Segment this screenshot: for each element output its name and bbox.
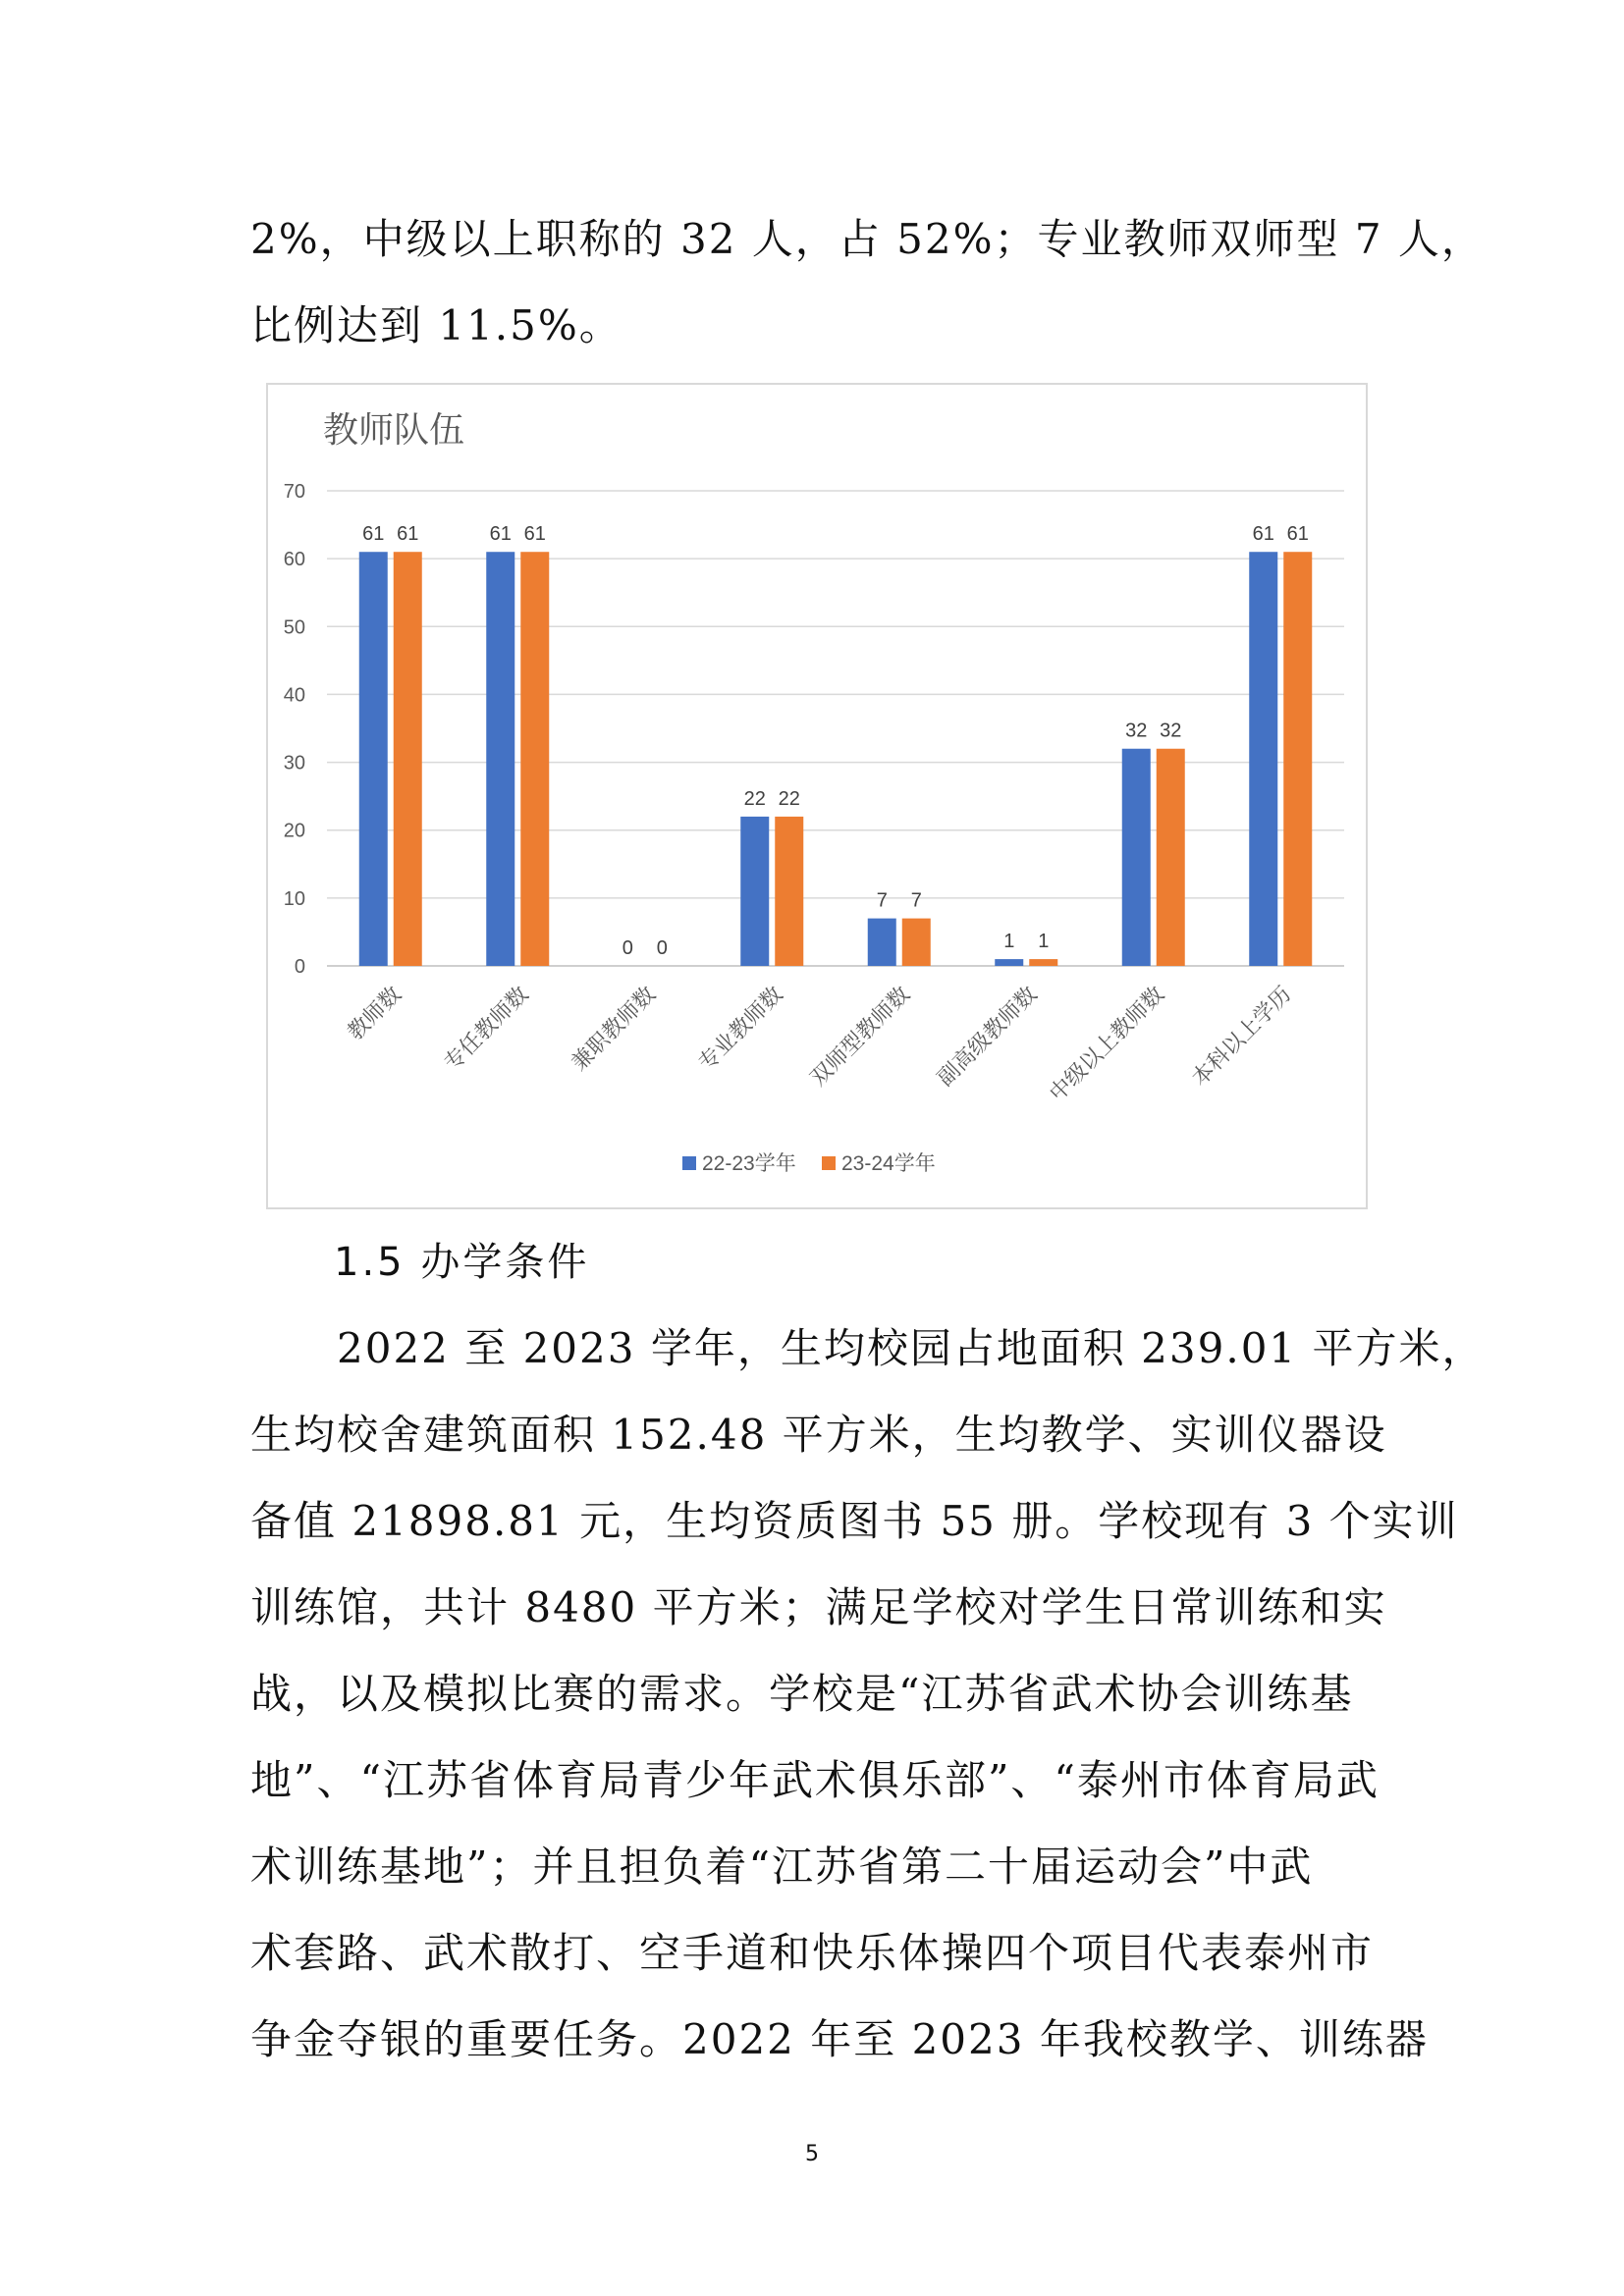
data-label: 7 — [910, 889, 922, 912]
legend-label: 22-23学年 — [702, 1152, 796, 1175]
legend-label: 23-24学年 — [841, 1152, 936, 1175]
bar — [868, 919, 896, 966]
chart-title: 教师队伍 — [323, 410, 465, 451]
data-label: 61 — [362, 523, 385, 546]
paragraph-line: 争金夺银的重要任务。2022 年至 2023 年我校教学、训练器 — [250, 2015, 1429, 2063]
data-label: 32 — [1160, 720, 1182, 742]
paragraph-line: 战，以及模拟比赛的需求。学校是“江苏省武术协会训练基 — [250, 1670, 1354, 1718]
x-tick-label: 双师型教师数 — [805, 981, 915, 1091]
data-label: 1 — [1003, 931, 1015, 953]
section-heading: 1.5 办学条件 — [334, 1240, 590, 1285]
legend-swatch — [682, 1156, 696, 1170]
bar — [394, 552, 422, 966]
paragraph-line: 2%，中级以上职称的 32 人，占 52%；专业教师双师型 7 人， — [250, 215, 1485, 263]
bar — [520, 552, 549, 966]
data-label: 1 — [1038, 931, 1050, 953]
paragraph-teachers — [250, 196, 1485, 369]
x-tick-label: 副高级教师数 — [932, 981, 1042, 1091]
y-tick-label: 40 — [283, 684, 305, 707]
bar — [1157, 749, 1185, 966]
data-label: 22 — [778, 787, 800, 810]
paragraph-line: 生均校舍建筑面积 152.48 平方米，生均教学、实训仪器设 — [250, 1411, 1387, 1459]
data-label: 61 — [397, 523, 419, 546]
bar — [995, 959, 1023, 966]
x-tick-label: 专任教师数 — [439, 981, 533, 1076]
y-tick-label: 20 — [283, 820, 305, 842]
bar — [902, 919, 931, 966]
y-tick-label: 0 — [294, 956, 305, 978]
y-tick-label: 70 — [283, 481, 305, 503]
bar — [740, 817, 769, 966]
y-tick-label: 10 — [283, 887, 305, 910]
bar — [775, 817, 803, 966]
bar — [1249, 552, 1277, 966]
paragraph-line: 术套路、武术散打、空手道和快乐体操四个项目代表泰州市 — [250, 1929, 1375, 1977]
bar — [1122, 749, 1151, 966]
page-number: 5 — [805, 2142, 819, 2166]
x-tick-label: 中级以上教师数 — [1044, 981, 1169, 1106]
bar — [486, 552, 514, 966]
data-label: 61 — [523, 523, 546, 546]
data-label: 7 — [876, 889, 888, 912]
y-tick-label: 50 — [283, 616, 305, 639]
bar — [1029, 959, 1057, 966]
paragraph-line: 备值 21898.81 元，生均资质图书 55 册。学校现有 3 个实训 — [250, 1497, 1459, 1545]
data-label: 61 — [489, 523, 512, 546]
y-tick-label: 30 — [283, 752, 305, 774]
paragraph-line: 地”、“江苏省体育局青少年武术俱乐部”、“泰州市体育局武 — [250, 1756, 1380, 1804]
data-label: 22 — [743, 787, 766, 810]
paragraph-line: 术训练基地”；并且担负着“江苏省第二十届运动会”中武 — [250, 1842, 1314, 1891]
data-label: 61 — [1286, 523, 1309, 546]
bar — [1283, 552, 1312, 966]
x-tick-label: 教师数 — [342, 981, 406, 1045]
data-label: 61 — [1252, 523, 1274, 546]
legend-swatch — [822, 1156, 836, 1170]
teacher-chart — [266, 383, 1368, 1209]
data-label: 32 — [1125, 720, 1148, 742]
bar — [359, 552, 388, 966]
paragraph-line: 训练馆，共计 8480 平方米；满足学校对学生日常训练和实 — [250, 1583, 1387, 1631]
x-tick-label: 本科以上学历 — [1186, 981, 1296, 1091]
paragraph-line: 比例达到 11.5%。 — [250, 301, 623, 349]
x-tick-label: 专业教师数 — [693, 981, 787, 1076]
paragraph-conditions — [250, 1306, 1486, 2083]
y-tick-label: 60 — [283, 549, 305, 571]
data-label: 0 — [656, 937, 668, 959]
paragraph-line: 2022 至 2023 学年，生均校园占地面积 239.01 平方米， — [250, 1324, 1486, 1372]
x-tick-label: 兼职教师数 — [566, 981, 661, 1076]
data-label: 0 — [622, 937, 633, 959]
chart-svg — [268, 385, 1366, 1207]
